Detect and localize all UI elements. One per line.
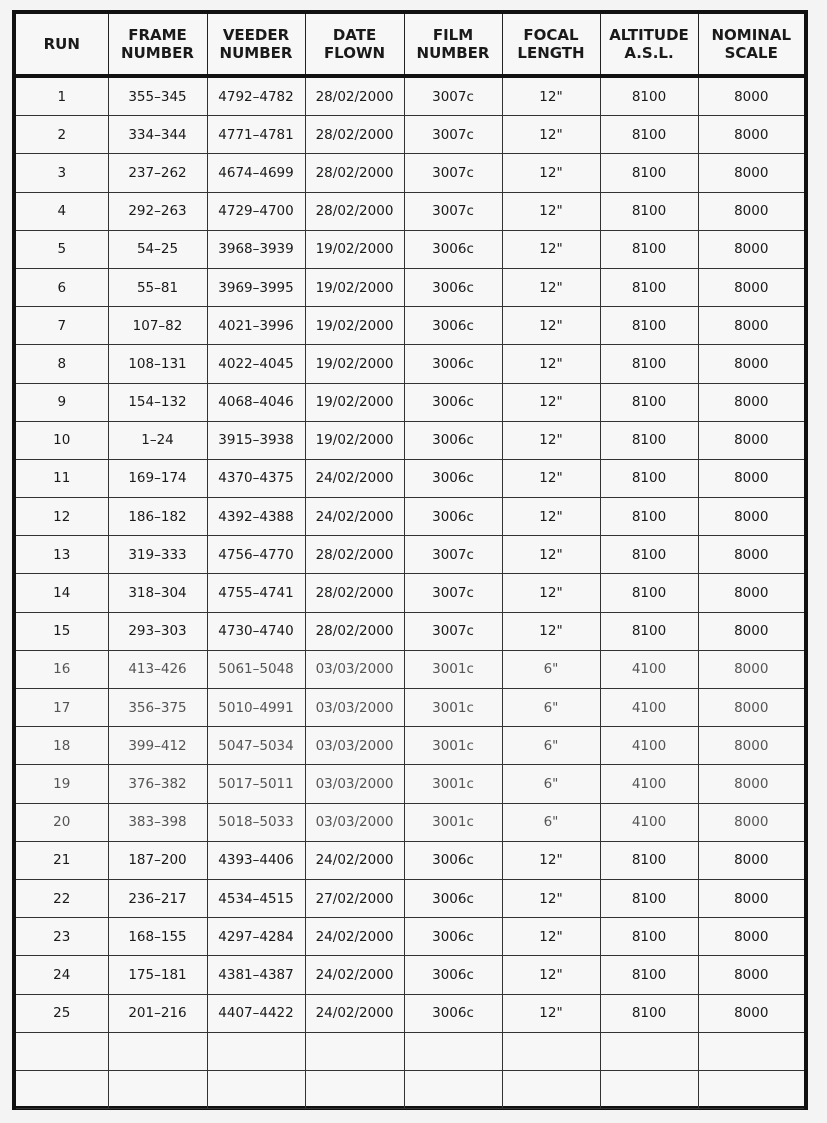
header-frame-line2: NUMBER [121,44,194,62]
cell-date-flown: 03/03/2000 [305,765,404,803]
cell-film-number: 3006c [404,841,502,879]
cell-film-number: 3006c [404,459,502,497]
cell-altitude: 8100 [600,307,698,345]
cell-focal-length: 12" [502,498,600,536]
table-frame [12,10,808,1110]
cell-focal-length: 12" [502,192,600,230]
cell-veeder-number: 5047–5034 [207,727,305,765]
cell-altitude: 8100 [600,268,698,306]
cell-nominal-scale: 8000 [698,498,804,536]
cell-date-flown: 24/02/2000 [305,994,404,1032]
cell-frame-number: 413–426 [108,650,207,688]
cell-nominal-scale: 8000 [698,383,804,421]
cell-date-flown: 28/02/2000 [305,536,404,574]
cell-date-flown: 28/02/2000 [305,154,404,192]
cell-veeder-number: 4297–4284 [207,918,305,956]
cell-focal-length: 12" [502,268,600,306]
cell-frame-number: 169–174 [108,459,207,497]
table-row [16,574,804,612]
cell-altitude: 8100 [600,536,698,574]
empty-cell [404,1032,502,1070]
empty-row [16,1032,804,1070]
cell-run: 13 [16,536,108,574]
cell-nominal-scale: 8000 [698,116,804,154]
cell-focal-length: 6" [502,765,600,803]
cell-altitude: 8100 [600,421,698,459]
cell-date-flown: 19/02/2000 [305,383,404,421]
table-row [16,154,804,192]
cell-run: 2 [16,116,108,154]
cell-frame-number: 292–263 [108,192,207,230]
cell-run: 14 [16,574,108,612]
cell-altitude: 8100 [600,574,698,612]
cell-altitude: 8100 [600,345,698,383]
cell-veeder-number: 4022–4045 [207,345,305,383]
cell-frame-number: 319–333 [108,536,207,574]
cell-altitude: 8100 [600,918,698,956]
cell-veeder-number: 4392–4388 [207,498,305,536]
cell-focal-length: 12" [502,116,600,154]
header-film-line1: FILM [432,26,474,44]
cell-veeder-number: 4534–4515 [207,879,305,917]
cell-film-number: 3006c [404,994,502,1032]
cell-frame-number: 54–25 [108,230,207,268]
cell-date-flown: 24/02/2000 [305,918,404,956]
cell-run: 9 [16,383,108,421]
cell-run: 15 [16,612,108,650]
cell-nominal-scale: 8000 [698,803,804,841]
cell-veeder-number: 4771–4781 [207,116,305,154]
cell-focal-length: 12" [502,154,600,192]
cell-nominal-scale: 8000 [698,650,804,688]
cell-nominal-scale: 8000 [698,994,804,1032]
cell-veeder-number: 4021–3996 [207,307,305,345]
table-row [16,383,804,421]
header-veeder-number [207,14,305,76]
cell-film-number: 3006c [404,956,502,994]
cell-focal-length: 6" [502,803,600,841]
cell-frame-number: 399–412 [108,727,207,765]
cell-film-number: 3006c [404,345,502,383]
cell-film-number: 3006c [404,879,502,917]
cell-focal-length: 6" [502,650,600,688]
cell-focal-length: 12" [502,574,600,612]
cell-date-flown: 19/02/2000 [305,421,404,459]
cell-nominal-scale: 8000 [698,574,804,612]
cell-date-flown: 24/02/2000 [305,841,404,879]
cell-run: 12 [16,498,108,536]
cell-focal-length: 12" [502,879,600,917]
cell-run: 18 [16,727,108,765]
cell-nominal-scale: 8000 [698,956,804,994]
cell-film-number: 3006c [404,498,502,536]
cell-date-flown: 28/02/2000 [305,612,404,650]
cell-focal-length: 12" [502,307,600,345]
empty-cell [502,1070,600,1108]
empty-cell [305,1070,404,1108]
cell-frame-number: 355–345 [108,76,207,116]
cell-focal-length: 12" [502,383,600,421]
table-body [16,76,804,1108]
cell-run: 6 [16,268,108,306]
cell-film-number: 3001c [404,803,502,841]
cell-nominal-scale: 8000 [698,192,804,230]
cell-nominal-scale: 8000 [698,76,804,116]
cell-date-flown: 19/02/2000 [305,345,404,383]
cell-frame-number: 108–131 [108,345,207,383]
header-veeder-line1: VEEDER [222,26,290,44]
cell-veeder-number: 4729–4700 [207,192,305,230]
table-row [16,803,804,841]
cell-film-number: 3001c [404,689,502,727]
empty-cell [16,1032,108,1070]
header-veeder-line2: NUMBER [219,44,293,62]
cell-date-flown: 24/02/2000 [305,956,404,994]
cell-veeder-number: 4792–4782 [207,76,305,116]
header-run-label: RUN [43,35,80,53]
table-row [16,727,804,765]
cell-veeder-number: 5061–5048 [207,650,305,688]
empty-cell [600,1032,698,1070]
cell-focal-length: 12" [502,459,600,497]
table-row [16,192,804,230]
cell-frame-number: 186–182 [108,498,207,536]
header-date-flown [305,14,404,76]
cell-frame-number: 154–132 [108,383,207,421]
cell-date-flown: 03/03/2000 [305,650,404,688]
cell-run: 3 [16,154,108,192]
cell-film-number: 3007c [404,536,502,574]
header-altitude-line1: ALTITUDE [609,26,689,44]
header-scale-line1: NOMINAL [711,26,792,44]
cell-veeder-number: 5018–5033 [207,803,305,841]
cell-altitude: 8100 [600,459,698,497]
cell-altitude: 4100 [600,689,698,727]
cell-date-flown: 24/02/2000 [305,459,404,497]
cell-run: 5 [16,230,108,268]
cell-run: 24 [16,956,108,994]
cell-nominal-scale: 8000 [698,879,804,917]
cell-film-number: 3001c [404,765,502,803]
header-altitude [600,14,698,76]
cell-focal-length: 12" [502,536,600,574]
cell-run: 4 [16,192,108,230]
cell-altitude: 8100 [600,612,698,650]
cell-frame-number: 236–217 [108,879,207,917]
cell-frame-number: 201–216 [108,994,207,1032]
cell-veeder-number: 4370–4375 [207,459,305,497]
cell-film-number: 3007c [404,76,502,116]
cell-altitude: 8100 [600,76,698,116]
cell-film-number: 3007c [404,154,502,192]
header-date-line2: FLOWN [323,44,386,62]
empty-cell [207,1070,305,1108]
cell-film-number: 3006c [404,421,502,459]
cell-veeder-number: 4393–4406 [207,841,305,879]
cell-altitude: 8100 [600,154,698,192]
cell-nominal-scale: 8000 [698,689,804,727]
table-row [16,230,804,268]
cell-focal-length: 6" [502,727,600,765]
cell-frame-number: 1–24 [108,421,207,459]
cell-date-flown: 19/02/2000 [305,307,404,345]
cell-altitude: 8100 [600,230,698,268]
cell-run: 20 [16,803,108,841]
cell-focal-length: 12" [502,918,600,956]
table-row [16,498,804,536]
cell-date-flown: 19/02/2000 [305,268,404,306]
table-row [16,994,804,1032]
cell-veeder-number: 5017–5011 [207,765,305,803]
cell-film-number: 3006c [404,918,502,956]
cell-veeder-number: 3968–3939 [207,230,305,268]
cell-run: 22 [16,879,108,917]
table-row [16,421,804,459]
cell-film-number: 3006c [404,268,502,306]
table-header [16,14,804,76]
header-focal-line2: LENGTH [517,44,585,62]
cell-veeder-number: 4756–4770 [207,536,305,574]
cell-nominal-scale: 8000 [698,154,804,192]
empty-cell [404,1070,502,1108]
cell-run: 8 [16,345,108,383]
flight-runs-table [16,14,804,1109]
cell-veeder-number: 5010–4991 [207,689,305,727]
cell-run: 19 [16,765,108,803]
table-row [16,879,804,917]
table-row [16,956,804,994]
cell-date-flown: 28/02/2000 [305,116,404,154]
header-date-line1: DATE [332,26,377,44]
cell-nominal-scale: 8000 [698,765,804,803]
table-row [16,650,804,688]
empty-cell [698,1070,804,1108]
empty-cell [16,1070,108,1108]
header-scale-line2: SCALE [724,44,778,62]
table-row [16,76,804,116]
cell-nominal-scale: 8000 [698,345,804,383]
cell-frame-number: 175–181 [108,956,207,994]
empty-cell [600,1070,698,1108]
cell-run: 16 [16,650,108,688]
cell-veeder-number: 4755–4741 [207,574,305,612]
cell-frame-number: 356–375 [108,689,207,727]
cell-run: 17 [16,689,108,727]
table-row [16,459,804,497]
cell-date-flown: 27/02/2000 [305,879,404,917]
cell-altitude: 4100 [600,727,698,765]
empty-row [16,1070,804,1108]
empty-cell [305,1032,404,1070]
cell-frame-number: 383–398 [108,803,207,841]
cell-focal-length: 12" [502,994,600,1032]
cell-nominal-scale: 8000 [698,459,804,497]
cell-focal-length: 12" [502,421,600,459]
header-focal-line1: FOCAL [523,26,579,44]
cell-date-flown: 28/02/2000 [305,76,404,116]
empty-cell [108,1032,207,1070]
cell-frame-number: 237–262 [108,154,207,192]
cell-run: 21 [16,841,108,879]
cell-film-number: 3007c [404,612,502,650]
cell-frame-number: 334–344 [108,116,207,154]
cell-film-number: 3006c [404,230,502,268]
cell-altitude: 4100 [600,765,698,803]
table-row [16,765,804,803]
cell-altitude: 4100 [600,803,698,841]
cell-altitude: 8100 [600,994,698,1032]
cell-nominal-scale: 8000 [698,536,804,574]
cell-date-flown: 03/03/2000 [305,803,404,841]
table-row [16,841,804,879]
cell-frame-number: 376–382 [108,765,207,803]
cell-film-number: 3007c [404,192,502,230]
cell-veeder-number: 3915–3938 [207,421,305,459]
header-film-line2: NUMBER [416,44,490,62]
cell-run: 11 [16,459,108,497]
empty-cell [207,1032,305,1070]
cell-focal-length: 12" [502,612,600,650]
table-row [16,918,804,956]
cell-veeder-number: 4068–4046 [207,383,305,421]
table-row [16,116,804,154]
cell-focal-length: 6" [502,689,600,727]
cell-nominal-scale: 8000 [698,841,804,879]
cell-nominal-scale: 8000 [698,421,804,459]
cell-date-flown: 03/03/2000 [305,727,404,765]
cell-altitude: 8100 [600,956,698,994]
cell-frame-number: 107–82 [108,307,207,345]
header-focal-length [502,14,600,76]
cell-film-number: 3006c [404,383,502,421]
cell-date-flown: 28/02/2000 [305,574,404,612]
cell-veeder-number: 4674–4699 [207,154,305,192]
cell-altitude: 8100 [600,383,698,421]
cell-altitude: 8100 [600,841,698,879]
cell-focal-length: 12" [502,230,600,268]
cell-run: 10 [16,421,108,459]
cell-date-flown: 24/02/2000 [305,498,404,536]
cell-focal-length: 12" [502,956,600,994]
cell-run: 23 [16,918,108,956]
cell-focal-length: 12" [502,345,600,383]
cell-nominal-scale: 8000 [698,268,804,306]
header-row [16,14,804,76]
table-row [16,307,804,345]
header-nominal-scale [698,14,804,76]
empty-cell [698,1032,804,1070]
cell-film-number: 3001c [404,650,502,688]
cell-veeder-number: 3969–3995 [207,268,305,306]
cell-focal-length: 12" [502,841,600,879]
cell-nominal-scale: 8000 [698,230,804,268]
cell-date-flown: 19/02/2000 [305,230,404,268]
table-row [16,612,804,650]
cell-frame-number: 168–155 [108,918,207,956]
cell-date-flown: 03/03/2000 [305,689,404,727]
cell-nominal-scale: 8000 [698,918,804,956]
cell-film-number: 3001c [404,727,502,765]
cell-nominal-scale: 8000 [698,307,804,345]
cell-altitude: 8100 [600,879,698,917]
empty-cell [108,1070,207,1108]
cell-run: 25 [16,994,108,1032]
cell-altitude: 8100 [600,192,698,230]
cell-veeder-number: 4730–4740 [207,612,305,650]
cell-frame-number: 293–303 [108,612,207,650]
cell-date-flown: 28/02/2000 [305,192,404,230]
cell-altitude: 8100 [600,498,698,536]
table-row [16,536,804,574]
cell-frame-number: 187–200 [108,841,207,879]
table-row [16,268,804,306]
header-altitude-line2: A.S.L. [624,44,674,62]
table-row [16,689,804,727]
cell-film-number: 3007c [404,116,502,154]
cell-focal-length: 12" [502,76,600,116]
cell-veeder-number: 4407–4422 [207,994,305,1032]
cell-nominal-scale: 8000 [698,727,804,765]
empty-cell [502,1032,600,1070]
cell-veeder-number: 4381–4387 [207,956,305,994]
cell-frame-number: 55–81 [108,268,207,306]
header-frame-line1: FRAME [128,26,187,44]
cell-film-number: 3006c [404,307,502,345]
cell-run: 7 [16,307,108,345]
header-run [16,14,108,76]
header-frame-number [108,14,207,76]
cell-altitude: 4100 [600,650,698,688]
cell-frame-number: 318–304 [108,574,207,612]
cell-nominal-scale: 8000 [698,612,804,650]
cell-run: 1 [16,76,108,116]
cell-altitude: 8100 [600,116,698,154]
header-film-number [404,14,502,76]
cell-film-number: 3007c [404,574,502,612]
table-row [16,345,804,383]
